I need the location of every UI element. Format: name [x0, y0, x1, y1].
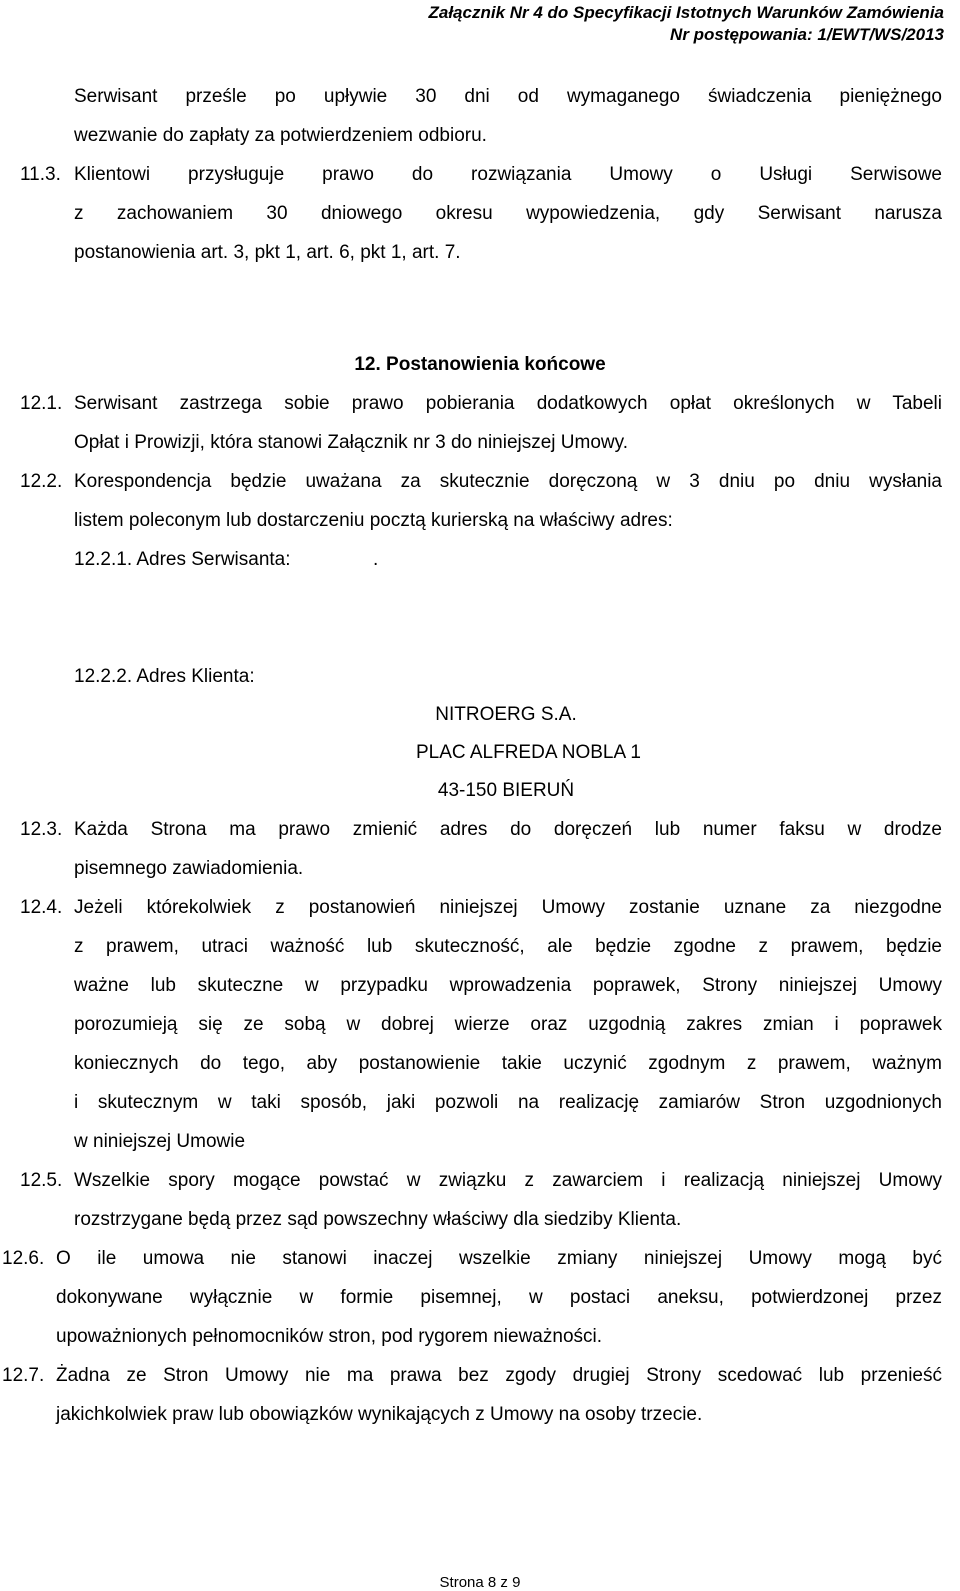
section-title: 12. Postanowienia końcowe	[354, 354, 606, 375]
document-header	[429, 2, 945, 46]
para-line: rozstrzygane będą przez sąd powszechny właściwy dla siedziby Klienta.	[74, 1209, 682, 1230]
address-client-label: 12.2.2. Adres Klienta:	[74, 666, 255, 687]
para-number: 12.1.	[20, 393, 63, 414]
client-street: PLAC ALFREDA NOBLA 1	[416, 742, 641, 763]
address-servicer-label: 12.2.1. Adres Serwisanta:	[74, 549, 291, 570]
para-line: Korespondencja będzie uważana za skutecznie doręczoną w 3 dniu po dniu wysłania	[74, 471, 942, 492]
para-11-2-line: Serwisant prześle po upływie 30 dni od wymaganego świadczenia pieniężnego	[74, 86, 942, 107]
para-number: 11.3.	[20, 164, 61, 185]
para-line: listem poleconym lub dostarczeniu pocztą kurierską na właściwy adres:	[74, 510, 673, 531]
para-line: postanowienia art. 3, pkt 1, art. 6, pkt 1, art. 7.	[74, 242, 461, 263]
client-name: NITROERG S.A.	[435, 704, 577, 725]
para-line: z prawem, utraci ważność lub skuteczność, ale będzie zgodne z prawem, będzie	[74, 936, 942, 957]
para-line: Żadna ze Stron Umowy nie ma prawa bez zgody drugiej Strony scedować lub przenieść	[56, 1365, 942, 1386]
page-number: Strona 8 z 9	[439, 1574, 521, 1591]
para-number: 12.3.	[20, 819, 63, 840]
client-city: 43-150 BIERUŃ	[437, 780, 575, 801]
header-annex-title: Załącznik Nr 4 do Specyfikacji Istotnych Warunków Zamówienia	[428, 3, 944, 22]
para-number: 12.7.	[2, 1365, 45, 1386]
para-line: Opłat i Prowizji, która stanowi Załącznik nr 3 do niniejszej Umowy.	[74, 432, 629, 453]
para-number: 12.6.	[2, 1248, 45, 1269]
para-line: Każda Strona ma prawo zmienić adres do doręczeń lub numer faksu w drodze	[74, 819, 942, 840]
para-line: Jeżeli którekolwiek z postanowień niniejszej Umowy zostanie uznane za niezgodne	[74, 897, 942, 918]
para-number: 12.5.	[20, 1170, 63, 1191]
para-line: porozumieją się ze sobą w dobrej wierze oraz uzgodnią zakres zmian i poprawek	[74, 1014, 942, 1035]
para-line: O ile umowa nie stanowi inaczej wszelkie zmiany niniejszej Umowy mogą być	[56, 1248, 942, 1269]
header-procedure-number: Nr postępowania: 1/EWT/WS/2013	[670, 25, 944, 44]
para-line: Serwisant zastrzega sobie prawo pobierania dodatkowych opłat określonych w Tabeli	[74, 393, 942, 414]
para-number: 12.4.	[20, 897, 63, 918]
para-line: dokonywane wyłącznie w formie pisemnej, w postaci aneksu, potwierdzonej przez	[56, 1287, 942, 1308]
para-line: jakichkolwiek praw lub obowiązków wynikających z Umowy na osoby trzecie.	[56, 1404, 703, 1425]
para-number: 12.2.	[20, 471, 63, 492]
para-11-2-line: wezwanie do zapłaty za potwierdzeniem odbioru.	[74, 125, 487, 146]
para-line: Klientowi przysługuje prawo do rozwiązania Umowy o Usługi Serwisowe	[74, 164, 942, 185]
para-line: ważne lub skuteczne w przypadku wprowadzenia poprawek, Strony niniejszej Umowy	[74, 975, 942, 996]
para-line: koniecznych do tego, aby postanowienie takie uczynić zgodnym z prawem, ważnym	[74, 1053, 942, 1074]
para-line: Wszelkie spory mogące powstać w związku z zawarciem i realizacją niniejszej Umowy	[74, 1170, 942, 1191]
para-line: z zachowaniem 30 dniowego okresu wypowiedzenia, gdy Serwisant narusza	[74, 203, 942, 224]
address-servicer-value: .	[373, 549, 379, 570]
para-line: upoważnionych pełnomocników stron, pod rygorem nieważności.	[56, 1326, 603, 1347]
para-line: pisemnego zawiadomienia.	[74, 858, 304, 879]
para-line: i skutecznym w taki sposób, jaki pozwoli na realizację zamiarów Stron uzgodnionych	[74, 1092, 942, 1113]
para-line: w niniejszej Umowie	[74, 1131, 246, 1152]
